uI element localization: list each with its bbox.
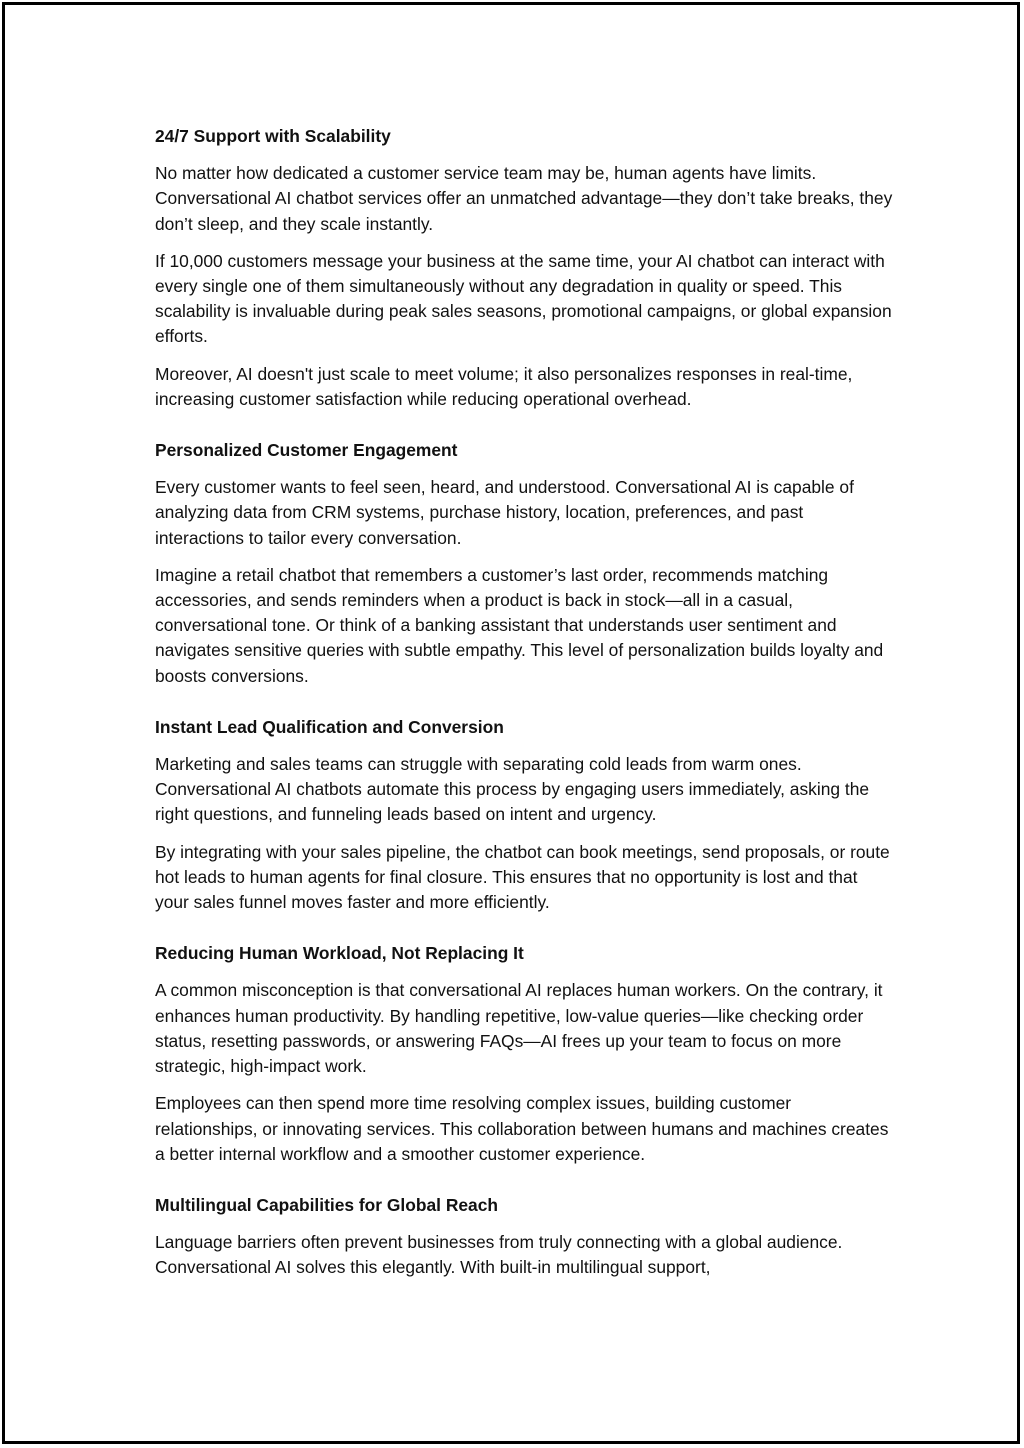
section-heading: Personalized Customer Engagement	[155, 440, 458, 461]
section-personalized-engagement	[155, 438, 895, 689]
section-heading: Reducing Human Workload, Not Replacing It	[155, 943, 524, 964]
section-heading: Multilingual Capabilities for Global Reach	[155, 1194, 499, 1215]
paragraph: Marketing and sales teams can struggle with separating cold leads from warm ones. Conversational AI chatbots automate this process by engaging users immediately, asking the right questions, and funneling leads based on intent and urgency.	[155, 754, 870, 825]
section-heading: Instant Lead Qualification and Conversion	[155, 716, 504, 737]
paragraph: Language barriers often prevent businesses from truly connecting with a global audience. Conversational AI solves this elegantly. With built-in multilingual support,	[155, 1232, 843, 1278]
paragraph: Every customer wants to feel seen, heard, and understood. Conversational AI is capable of analyzing data from CRM systems, purchase history, location, preferences, and past interactions to tailor every conversation.	[155, 477, 854, 548]
section-24-7-support	[155, 124, 895, 412]
paragraph: Imagine a retail chatbot that remembers a customer’s last order, recommends matching accessories, and sends reminders when a product is back in stock—all in a casual, conversational tone. Or think of a banking assistant that understands user sentiment and navigates sensitive queries with subtle empathy. This level of personalization builds loyalty and boosts conversions.	[155, 564, 884, 686]
document-body	[155, 124, 895, 1293]
paragraph: By integrating with your sales pipeline, the chatbot can book meetings, send proposals, or route hot leads to human agents for final closure. This ensures that no opportunity is lost and that your sales funnel moves faster and more efficiently.	[155, 841, 890, 913]
paragraph: If 10,000 customers message your business at the same time, your AI chatbot can interact with every single one of them simultaneously without any degradation in quality or speed. This scalability is invaluable during peak sales seasons, promotional campaigns, or global expansion efforts.	[155, 250, 892, 347]
paragraph: No matter how dedicated a customer service team may be, human agents have limits. Conversational AI chatbot services offer an unmatched advantage—they don’t take breaks, they don’t sleep, and they scale instantly.	[155, 163, 893, 234]
section-lead-qualification	[155, 715, 895, 915]
section-reducing-workload	[155, 941, 895, 1167]
paragraph: Employees can then spend more time resolving complex issues, building customer relationships, or innovating services. This collaboration between humans and machines creates a better internal workflow and a smoother customer experience.	[155, 1093, 889, 1164]
paragraph: Moreover, AI doesn't just scale to meet volume; it also personalizes responses in real-time, increasing customer satisfaction while reducing operational overhead.	[155, 363, 853, 409]
section-multilingual	[155, 1193, 895, 1281]
paragraph: A common misconception is that conversational AI replaces human workers. On the contrary, it enhances human productivity. By handling repetitive, low-value queries—like checking order status, resetting passwords, or answering FAQs—AI frees up your team to focus on more strategic, high-impact work.	[155, 980, 883, 1077]
section-heading: 24/7 Support with Scalability	[155, 126, 391, 146]
